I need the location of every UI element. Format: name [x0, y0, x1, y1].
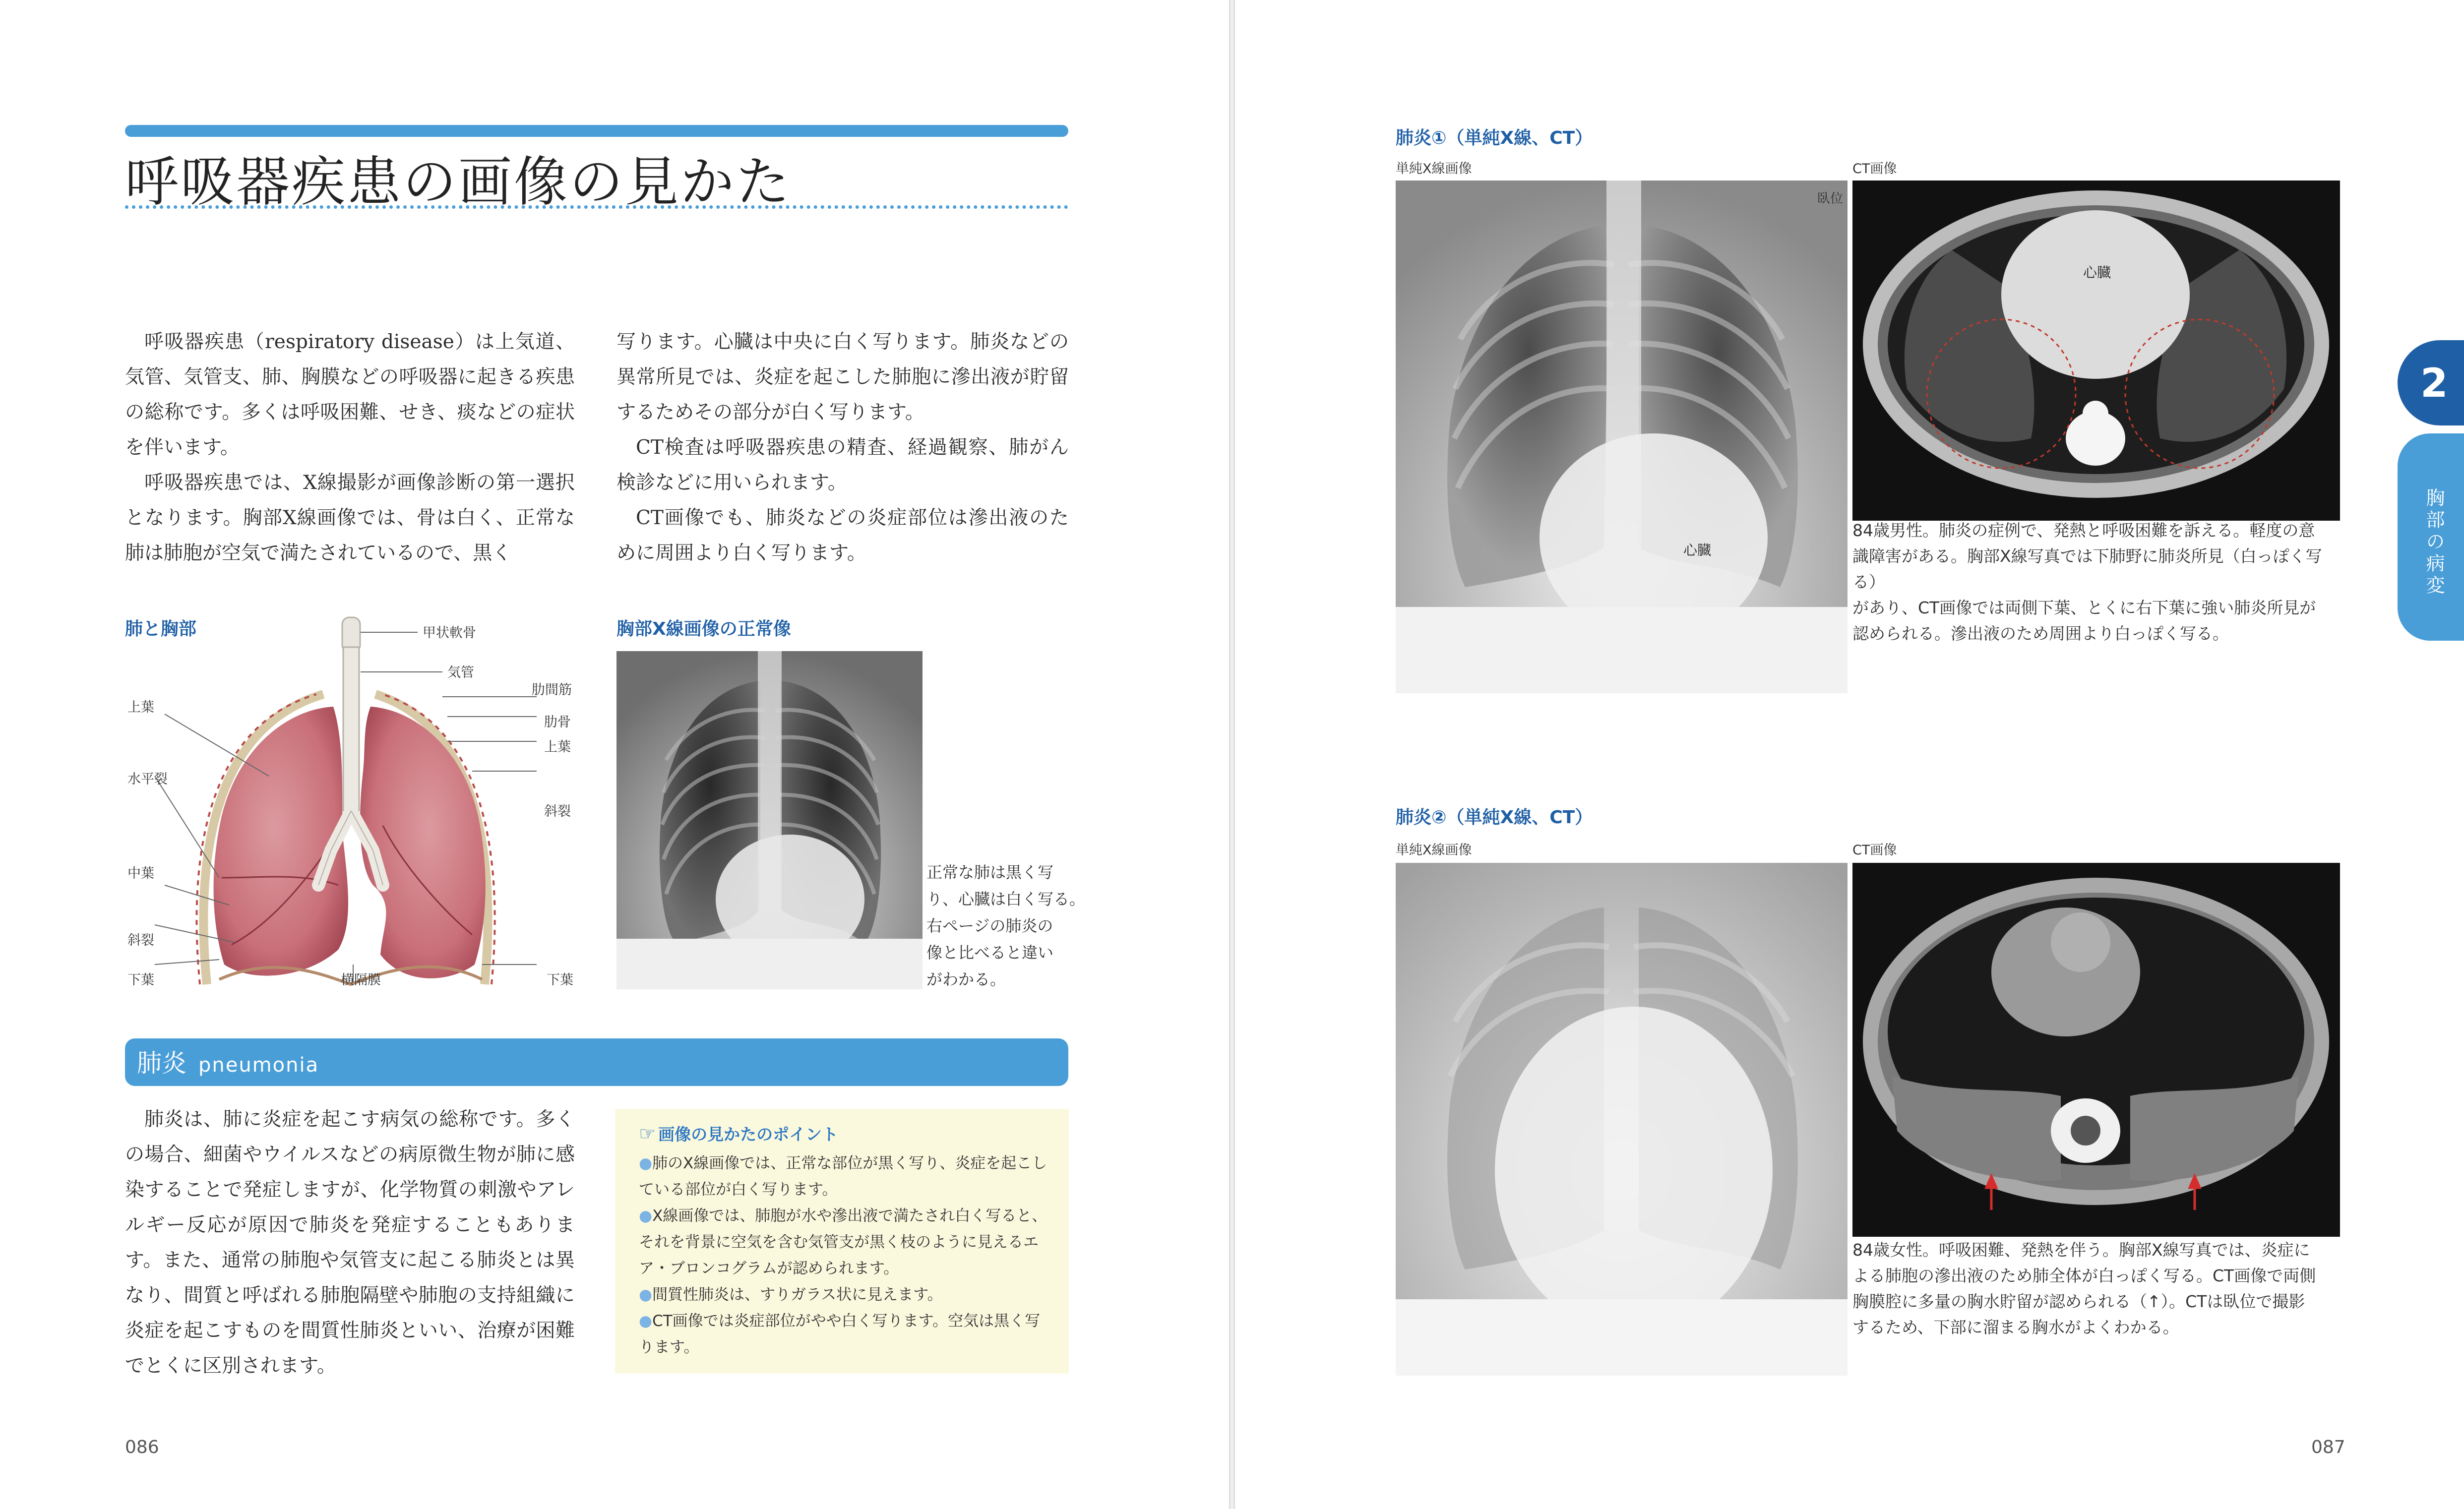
point-item: ●間質性肺炎は、すりガラス状に見えます。: [639, 1286, 943, 1304]
case1-chest-xray: [1396, 181, 1848, 693]
case2-ct-label: CT画像: [1852, 843, 1897, 858]
chapter-tab-number[interactable]: 2: [2398, 340, 2464, 425]
lung-illustration: [125, 607, 576, 989]
intro-paragraph: 呼吸器疾患では、X線撮影が画像診断の第一選択となります。胸部X線画像では、骨は白く、正常な肺は肺胞が空気で満たされているので、黒く: [125, 472, 575, 564]
left-lung: [360, 707, 486, 978]
xray-position-tag: 臥位: [1817, 191, 1844, 206]
points-heading: ☞ 画像の見かたのポイント: [639, 1123, 839, 1145]
case2-ct-image: [1852, 863, 2340, 1237]
label-oblique-right: 斜裂: [127, 933, 154, 948]
title-bar: [125, 125, 1068, 137]
label-lower-left: 下葉: [547, 972, 573, 988]
normal-xray-caption: 正常な肺は黒く写 り、心臓は白く写る。 右ページの肺炎の 像と比べると違い がわかる。: [926, 863, 1086, 989]
case1-ct-image: [1852, 181, 2340, 521]
chapter-tab-label[interactable]: 胸部の病変: [2398, 433, 2464, 641]
label-upper-right: 上葉: [127, 700, 154, 715]
label-thyroid: 甲状軟骨: [423, 625, 476, 641]
pneumonia-body: 肺炎は、肺に炎症を起こす病気の総称です。多くの場合、細菌やウイルスなどの病原微生物が肺に感染することで発症しますが、化学物質の刺激やアレルギー反応が原因で肺炎を発症することもあります。また、通常の肺胞や気管支に起こる肺炎とは異なり、間質と呼ばれる肺胞隔壁や肺胞の支持組織に炎症を起こすものを間質性肺炎といい、治療が困難でとくに区別されます。: [125, 1108, 575, 1377]
pointing-hand-icon: ☞: [639, 1123, 656, 1145]
book-gutter: [1229, 0, 1235, 1509]
case1-xray-label: 単純X線画像: [1396, 161, 1472, 177]
label-oblique-left: 斜裂: [544, 804, 571, 819]
points-box: [615, 1109, 1069, 1374]
intro-paragraph: CT検査は呼吸器疾患の精査、経過観察、肺がん検診などに用いられます。: [616, 436, 1069, 494]
trachea: [343, 647, 359, 811]
right-lung: [214, 707, 348, 976]
page-title: 呼吸器疾患の画像の見かた: [125, 151, 792, 213]
label-upper-left: 上葉: [544, 739, 571, 755]
case2-xray-label: 単純X線画像: [1396, 843, 1472, 858]
case1-caption: 84歳男性。肺炎の症例で、発熱と呼吸困難を訴える。軽度の意 識障害がある。胸部X線写真では下肺野に肺炎所見（白っぽく写る） があり、CT画像では両側下葉、とくに右下葉に強い肺炎所見が 認められる。滲出液のため周囲より白っぽく写る。: [1852, 521, 2322, 643]
normal-chest-xray: [616, 651, 923, 989]
point-item: ●X線画像では、肺胞が水や滲出液で満たされ白く写ると、それを背景に空気を含む気管支が黒く枝のように見えるエア・ブロンコグラムが認められます。: [639, 1207, 1047, 1277]
label-intercostal: 肋間筋: [532, 682, 572, 698]
right-page: [1235, 0, 2464, 1509]
intro-column-2: [616, 324, 1069, 571]
lung-section-heading: 肺と胸部: [125, 619, 197, 639]
label-trachea: 気管: [447, 665, 474, 680]
case2-caption: 84歳女性。呼吸困難、発熱を伴う。胸部X線写真では、炎症に よる肺胞の滲出液のため肺全体が白っぽく写る。CT画像で両側 胸膜腔に多量の胸水貯留が認められる（↑）。CTは臥位で撮影 するため、下部に溜まる胸水がよくわかる。: [1852, 1240, 2316, 1337]
normal-xray-heading: 胸部X線画像の正常像: [616, 619, 791, 639]
intro-paragraph: 写ります。心臓は中央に白く写ります。肺炎などの異常所見では、炎症を起こした肺胞に滲出液が貯留するためその部分が白く写ります。: [616, 331, 1069, 423]
label-horizontal: 水平裂: [127, 772, 168, 787]
case2-chest-xray: [1396, 863, 1848, 1376]
page-number-left: 086: [125, 1437, 159, 1457]
label-rib: 肋骨: [544, 715, 571, 730]
points-list: [639, 1150, 1055, 1361]
pneumonia-heading: 肺炎 pneumonia: [137, 1049, 319, 1078]
intro-column-1: [125, 324, 575, 571]
label-lower-right: 下葉: [127, 972, 154, 988]
label-diaphragm: 横隔膜: [341, 972, 381, 988]
label-middle: 中葉: [127, 866, 154, 881]
case1-heading: 肺炎①（単純X線、CT）: [1396, 128, 1593, 148]
page-number-right: 087: [2311, 1437, 2345, 1457]
case2-heading: 肺炎②（単純X線、CT）: [1396, 807, 1593, 828]
case1-ct-heart-label: 心臓: [2083, 264, 2111, 281]
intro-paragraph: CT画像でも、肺炎などの炎症部位は滲出液のために周囲より白く写ります。: [616, 507, 1069, 564]
case1-xray-heart-label: 心臓: [1683, 542, 1712, 558]
title-divider: [125, 205, 1068, 209]
point-item: ●CT画像では炎症部位がやや白く写ります。空気は黒く写ります。: [639, 1312, 1041, 1356]
case1-ct-label: CT画像: [1852, 161, 1897, 177]
left-page: [0, 0, 1229, 1509]
point-item: ●肺のX線画像では、正常な部位が黒く写り、炎症を起こしている部位が白く写ります。: [639, 1154, 1047, 1199]
intro-paragraph: 呼吸器疾患（respiratory disease）は上気道、気管、気管支、肺、胸膜などの呼吸器に起きる疾患の総称です。多くは呼吸困難、せき、痰などの症状を伴います。: [125, 331, 575, 459]
